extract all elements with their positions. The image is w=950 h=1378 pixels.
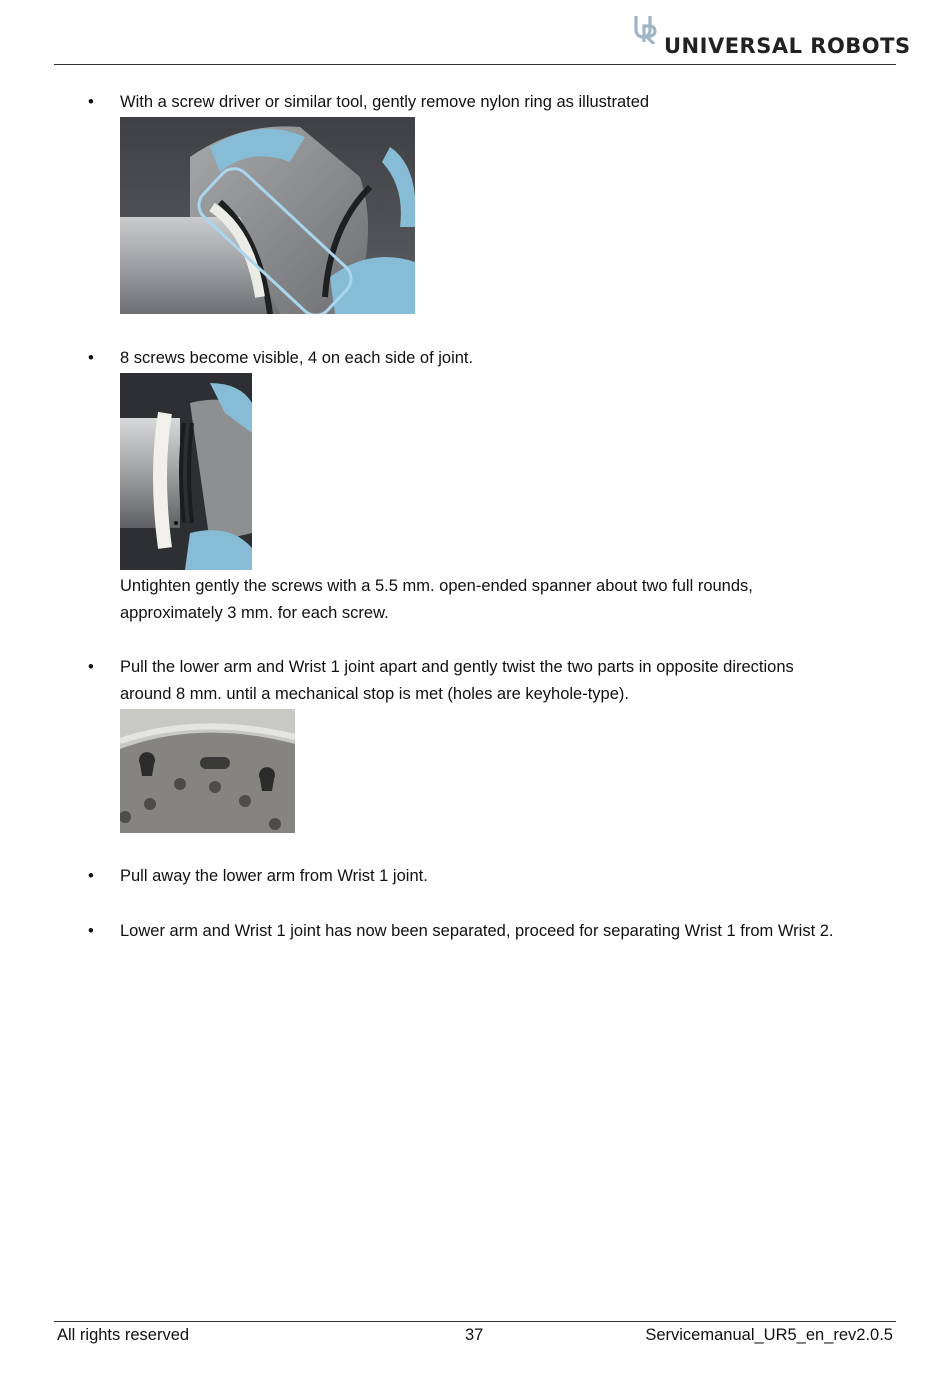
step-5-text: Lower arm and Wrist 1 joint has now been separated, proceed for separating Wrist 1 from Wrist 2. [120, 922, 834, 940]
brand-name: UNIVERSAL ROBOTS [664, 34, 911, 58]
photo-joint-screws [120, 373, 252, 570]
bullet-marker: • [88, 349, 94, 367]
step-1-text: With a screw driver or similar tool, gently remove nylon ring as illustrated [120, 93, 650, 111]
bullet-marker: • [88, 93, 94, 111]
header-divider [54, 64, 896, 65]
step-3-text-continued: around 8 mm. until a mechanical stop is met (holes are keyhole-type). [120, 685, 629, 703]
photo-keyhole-holes [120, 709, 295, 833]
photo-nylon-ring-removal [120, 117, 415, 314]
step-4-text: Pull away the lower arm from Wrist 1 joint. [120, 867, 428, 885]
note-line-1: Untighten gently the screws with a 5.5 mm. open-ended spanner about two full rounds, [120, 577, 753, 595]
footer-divider [54, 1321, 896, 1322]
page-number: 37 [465, 1326, 484, 1344]
bullet-marker: • [88, 867, 94, 885]
step-2-text: 8 screws become visible, 4 on each side of joint. [120, 349, 474, 367]
step-3-text: Pull the lower arm and Wrist 1 joint apart and gently twist the two parts in opposite directions [120, 658, 794, 676]
bullet-marker: • [88, 922, 94, 940]
bullet-marker: • [88, 658, 94, 676]
note-line-2: approximately 3 mm. for each screw. [120, 604, 389, 622]
document-id: Servicemanual_UR5_en_rev2.0.5 [645, 1326, 893, 1344]
footer-rights: All rights reserved [57, 1326, 190, 1344]
ur-logo-icon [634, 14, 660, 44]
brand-logo [634, 14, 911, 60]
